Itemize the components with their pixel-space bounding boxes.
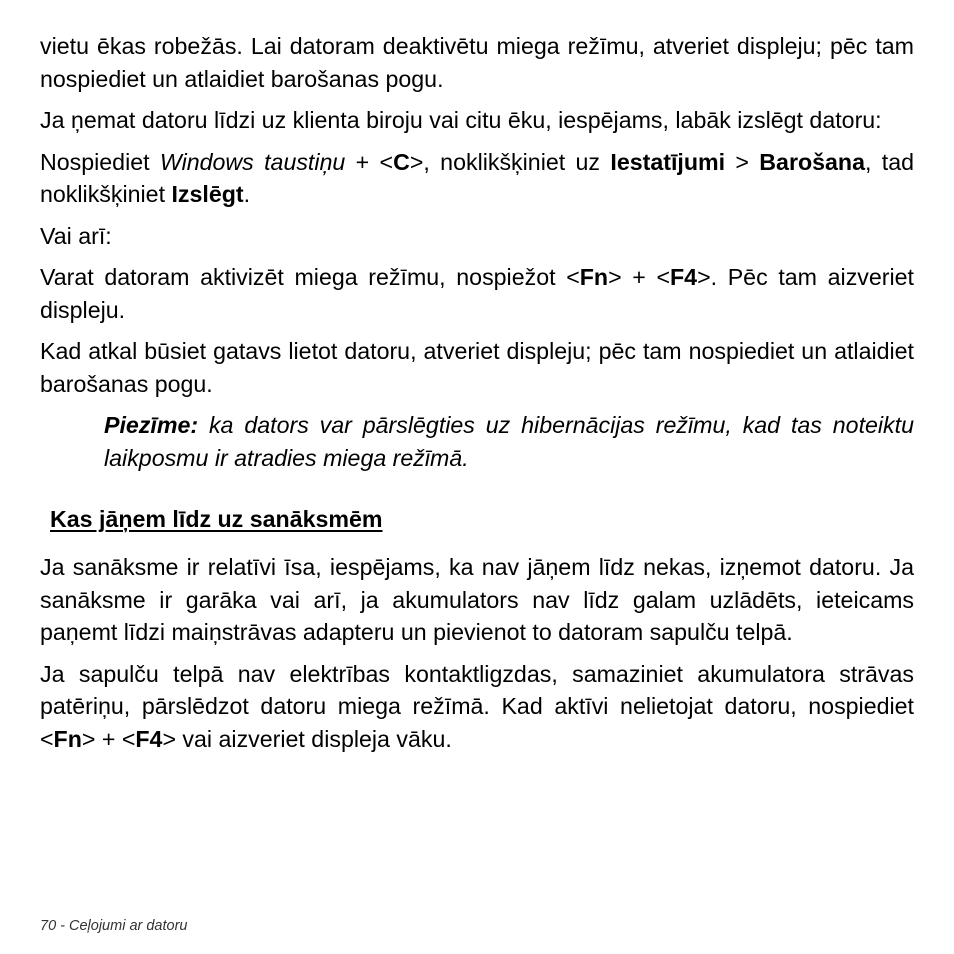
text-run: . (243, 181, 251, 207)
text-run: > (725, 148, 760, 175)
text-run: >, noklikšķiniet uz (409, 148, 611, 175)
text-run: Ja sapulču telpā nav elektrības kontaktligzdas, samaziniet akumulatora strāvas patēriņu, pārslēdzot datoru miega režīmā. Kad aktīvi nelietojat datoru, nospiediet < (40, 660, 914, 752)
note-label: Piezīme: (104, 412, 199, 438)
key-f4: F4 (135, 725, 163, 752)
text-run: Nospiediet (40, 148, 160, 175)
power-term: Barošana (759, 148, 865, 175)
key-f4: F4 (670, 264, 698, 290)
text-run: + < (345, 148, 394, 175)
paragraph-shutdown-steps (40, 146, 914, 211)
key-c: C (393, 148, 410, 175)
key-fn: Fn (53, 725, 82, 752)
paragraph-wake-from-sleep: vietu ēkas robežās. Lai datoram deaktivētu miega režīmu, atveriet displeju; pēc tam nospiediet un atlaidiet barošanas pogu. (40, 33, 914, 92)
text-run: > + < (608, 264, 671, 290)
text-run: , tad noklikšķiniet (40, 148, 915, 207)
text-run: >. Pēc tam aizveriet displeju. (40, 264, 914, 323)
text-run: Varat datoram aktivizēt miega režīmu, nospiežot < (40, 264, 580, 290)
note-paragraph (104, 409, 914, 474)
shutdown-term: Izslēgt (171, 181, 244, 207)
paragraph-shutdown-intro: Ja ņemat datoru līdzi uz klienta biroju vai citu ēku, iespējams, labāk izslēgt datoru: (40, 107, 882, 133)
paragraph-or: Vai arī: (40, 222, 112, 249)
text-run: > + < (81, 725, 136, 752)
paragraph-meeting-short: Ja sanāksme ir relatīvi īsa, iespējams, ka nav jāņem līdz nekas, izņemot datoru. Ja sanāksme ir garāka vai arī, ja akumulators nav līdz galam uzlādēts, ieteicams paņemt līdzi maiņstrāvas adapteru un pievienot to datoram sapulču telpā. (40, 554, 914, 645)
windows-key-term: Windows taustiņu (159, 148, 346, 175)
paragraph-meeting-no-outlet (40, 658, 914, 756)
key-fn: Fn (579, 264, 609, 290)
note-text: ka dators var pārslēgties uz hibernācijas režīmu, kad tas noteiktu laikposmu ir atradies miega režīmā. (104, 412, 914, 471)
section-heading: Kas jāņem līdz uz sanāksmēm (50, 506, 383, 532)
paragraph-resume: Kad atkal būsiet gatavs lietot datoru, atveriet displeju; pēc tam nospiediet un atlaidiet barošanas pogu. (40, 338, 914, 397)
text-run: > vai aizveriet displeja vāku. (162, 725, 452, 752)
paragraph-sleep-shortcut (40, 261, 914, 326)
page-footer: 70 - Ceļojumi ar datoru (40, 918, 188, 934)
page-body (40, 30, 914, 764)
settings-term: Iestatījumi (610, 148, 726, 175)
